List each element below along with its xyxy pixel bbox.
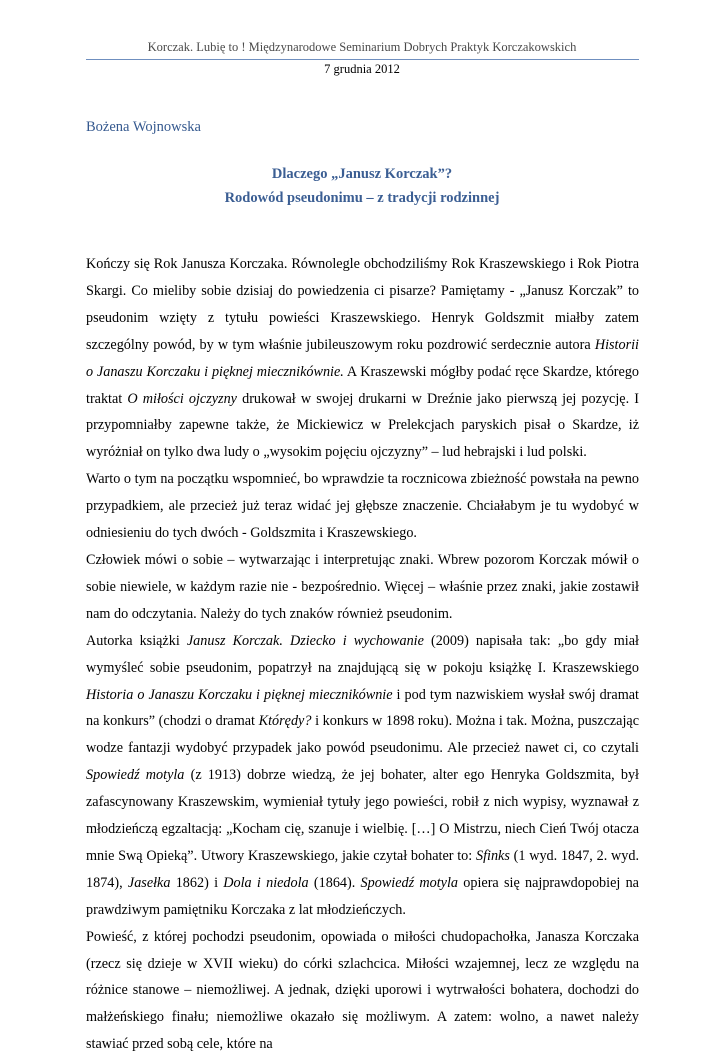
text-run: Warto o tym na początku wspomnieć, bo wprawdzie ta rocznicowa zbieżność powstała na pewno przypadkiem, ale przecież już teraz widać jej głębsze znaczenie. Chciałabym je tu wydobyć w odniesieniu do tych dwóch - Goldszmita i Kraszewskiego. <box>86 471 639 542</box>
text-run: Autorka książki <box>86 632 187 649</box>
italic-text: Historii o Janaszu Korczaku i pięknej miecznikównie. <box>86 336 639 380</box>
text-run: Kończy się Rok Janusza Korczaka. Równolegle obchodziliśmy Rok Kraszewskiego i Rok Piotra Skargi. Co mieliby sobie dzisiaj do powiedzenia ci pisarze? Pamiętamy - „Janusz Korczak” to pseudonim wzięty z tytułu powieści Kraszewskiego. Henryk Goldszmit miałby zatem szczególny powód, by w tym właśnie jubileuszowym roku pozdrowić serdecznie autora <box>86 256 639 353</box>
paragraph <box>86 924 639 1058</box>
text-run: i pod tym nazwiskiem wysłał swój dramat na konkurs” (chodzi o dramat <box>86 686 639 730</box>
text-run: Człowiek mówi o sobie – wytwarzając i interpretując znaki. Wbrew pozorom Korczak mówił o sobie niewiele, w każdym razie nie - bezpośrednio. Więcej – właśnie przez znaki, jakie zostawił nam do odczytania. Należy do tych znaków również pseudonim. <box>86 551 639 622</box>
italic-text: Sfinks <box>475 847 510 864</box>
header-rule <box>86 59 639 60</box>
italic-text: Spowiedź motyla <box>86 767 185 784</box>
italic-text: O miłości ojczyzny <box>127 390 237 407</box>
title-line-2: Rodowód pseudonimu – z tradycji rodzinnej <box>224 190 500 206</box>
italic-text: Którędy? <box>258 713 312 730</box>
text-run: opiera się najprawdopobiej na prawdziwym pamiętniku Korczaka z lat młodzieńczych. <box>86 874 639 918</box>
text-run: Powieść, z której pochodzi pseudonim, opowiada o miłości chudopachołka, Janasza Korczaka (rzecz się dzieje w XVII wieku) do córki szlachcica. Miłości wzajemnej, lecz ze względu na różnice stanowe – niemożliwej. A jednak, dzięki uporowi i wytrwałości bohatera, dochodzi do małżeńskiego finału; niemożliwe okazało się możliwym. A zatem: wolno, a nawet należy stawiać przed sobą cele, które na <box>86 928 639 1053</box>
paragraph <box>86 628 639 924</box>
italic-text: Dola i niedola <box>223 874 309 891</box>
italic-text: Janusz Korczak. Dziecko i wychowanie <box>186 632 424 649</box>
text-run: i konkurs w 1898 roku). Można i tak. Można, puszczając wodze fantazji wydobyć przypadek jako powód pseudonimu. Ale przecież nawet ci, co czytali <box>86 713 639 757</box>
text-run: A Kraszewski mógłby podać ręce Skardze, którego traktat <box>86 363 640 407</box>
running-header: Korczak. Lubię to ! Międzynarodowe Seminarium Dobrych Praktyk Korczakowskich <box>147 40 577 54</box>
paragraph <box>86 251 639 466</box>
italic-text: Spowiedź motyla <box>360 874 459 891</box>
text-run: drukował w swojej drukarni w Dreźnie jako pierwszą jej pozycję. I przypomniałby zapewne także, że Mickiewicz w Prelekcjach paryskich pisał o Skardze, iż wyróżniał on tylko dwa ludy o „wysokim pojęciu ojczyzny” – lud hebrajski i lud polski. <box>86 390 639 461</box>
paragraph <box>86 547 639 628</box>
header-date: 7 grudnia 2012 <box>324 62 400 76</box>
italic-text: Jasełka <box>127 874 171 891</box>
text-run: (1864). <box>308 874 361 891</box>
body-text <box>86 251 639 1058</box>
author-name: Bożena Wojnowska <box>86 119 201 135</box>
text-run: 1862) i <box>170 874 224 891</box>
article-title <box>0 162 724 210</box>
italic-text: Historia o Janaszu Korczaku i pięknej miecznikównie <box>86 686 393 703</box>
title-line-1: Dlaczego „Janusz Korczak”? <box>271 166 453 182</box>
paragraph <box>86 466 639 547</box>
text-run: (2009) napisała tak: „bo gdy miał wymyśleć sobie pseudonim, popatrzył na znajdującą się w pokoju książkę I. Kraszewskiego <box>86 632 639 676</box>
text-run: (1 wyd. 1847, 2. wyd. 1874), <box>86 847 639 891</box>
text-run: (z 1913) dobrze wiedzą, że jej bohater, alter ego Henryka Goldszmita, był zafascynowany Kraszewskim, wymieniał tytuły jego powieści, robił z nich wypisy, wyznawał z młodzieńczą egzaltacją: „Kocham cię, szanuje i wielbię. […] O Mistrzu, niech Cień Twój otacza mnie Swą Opieką”. Utwory Kraszewskiego, jakie czytał bohater to: <box>86 767 639 864</box>
